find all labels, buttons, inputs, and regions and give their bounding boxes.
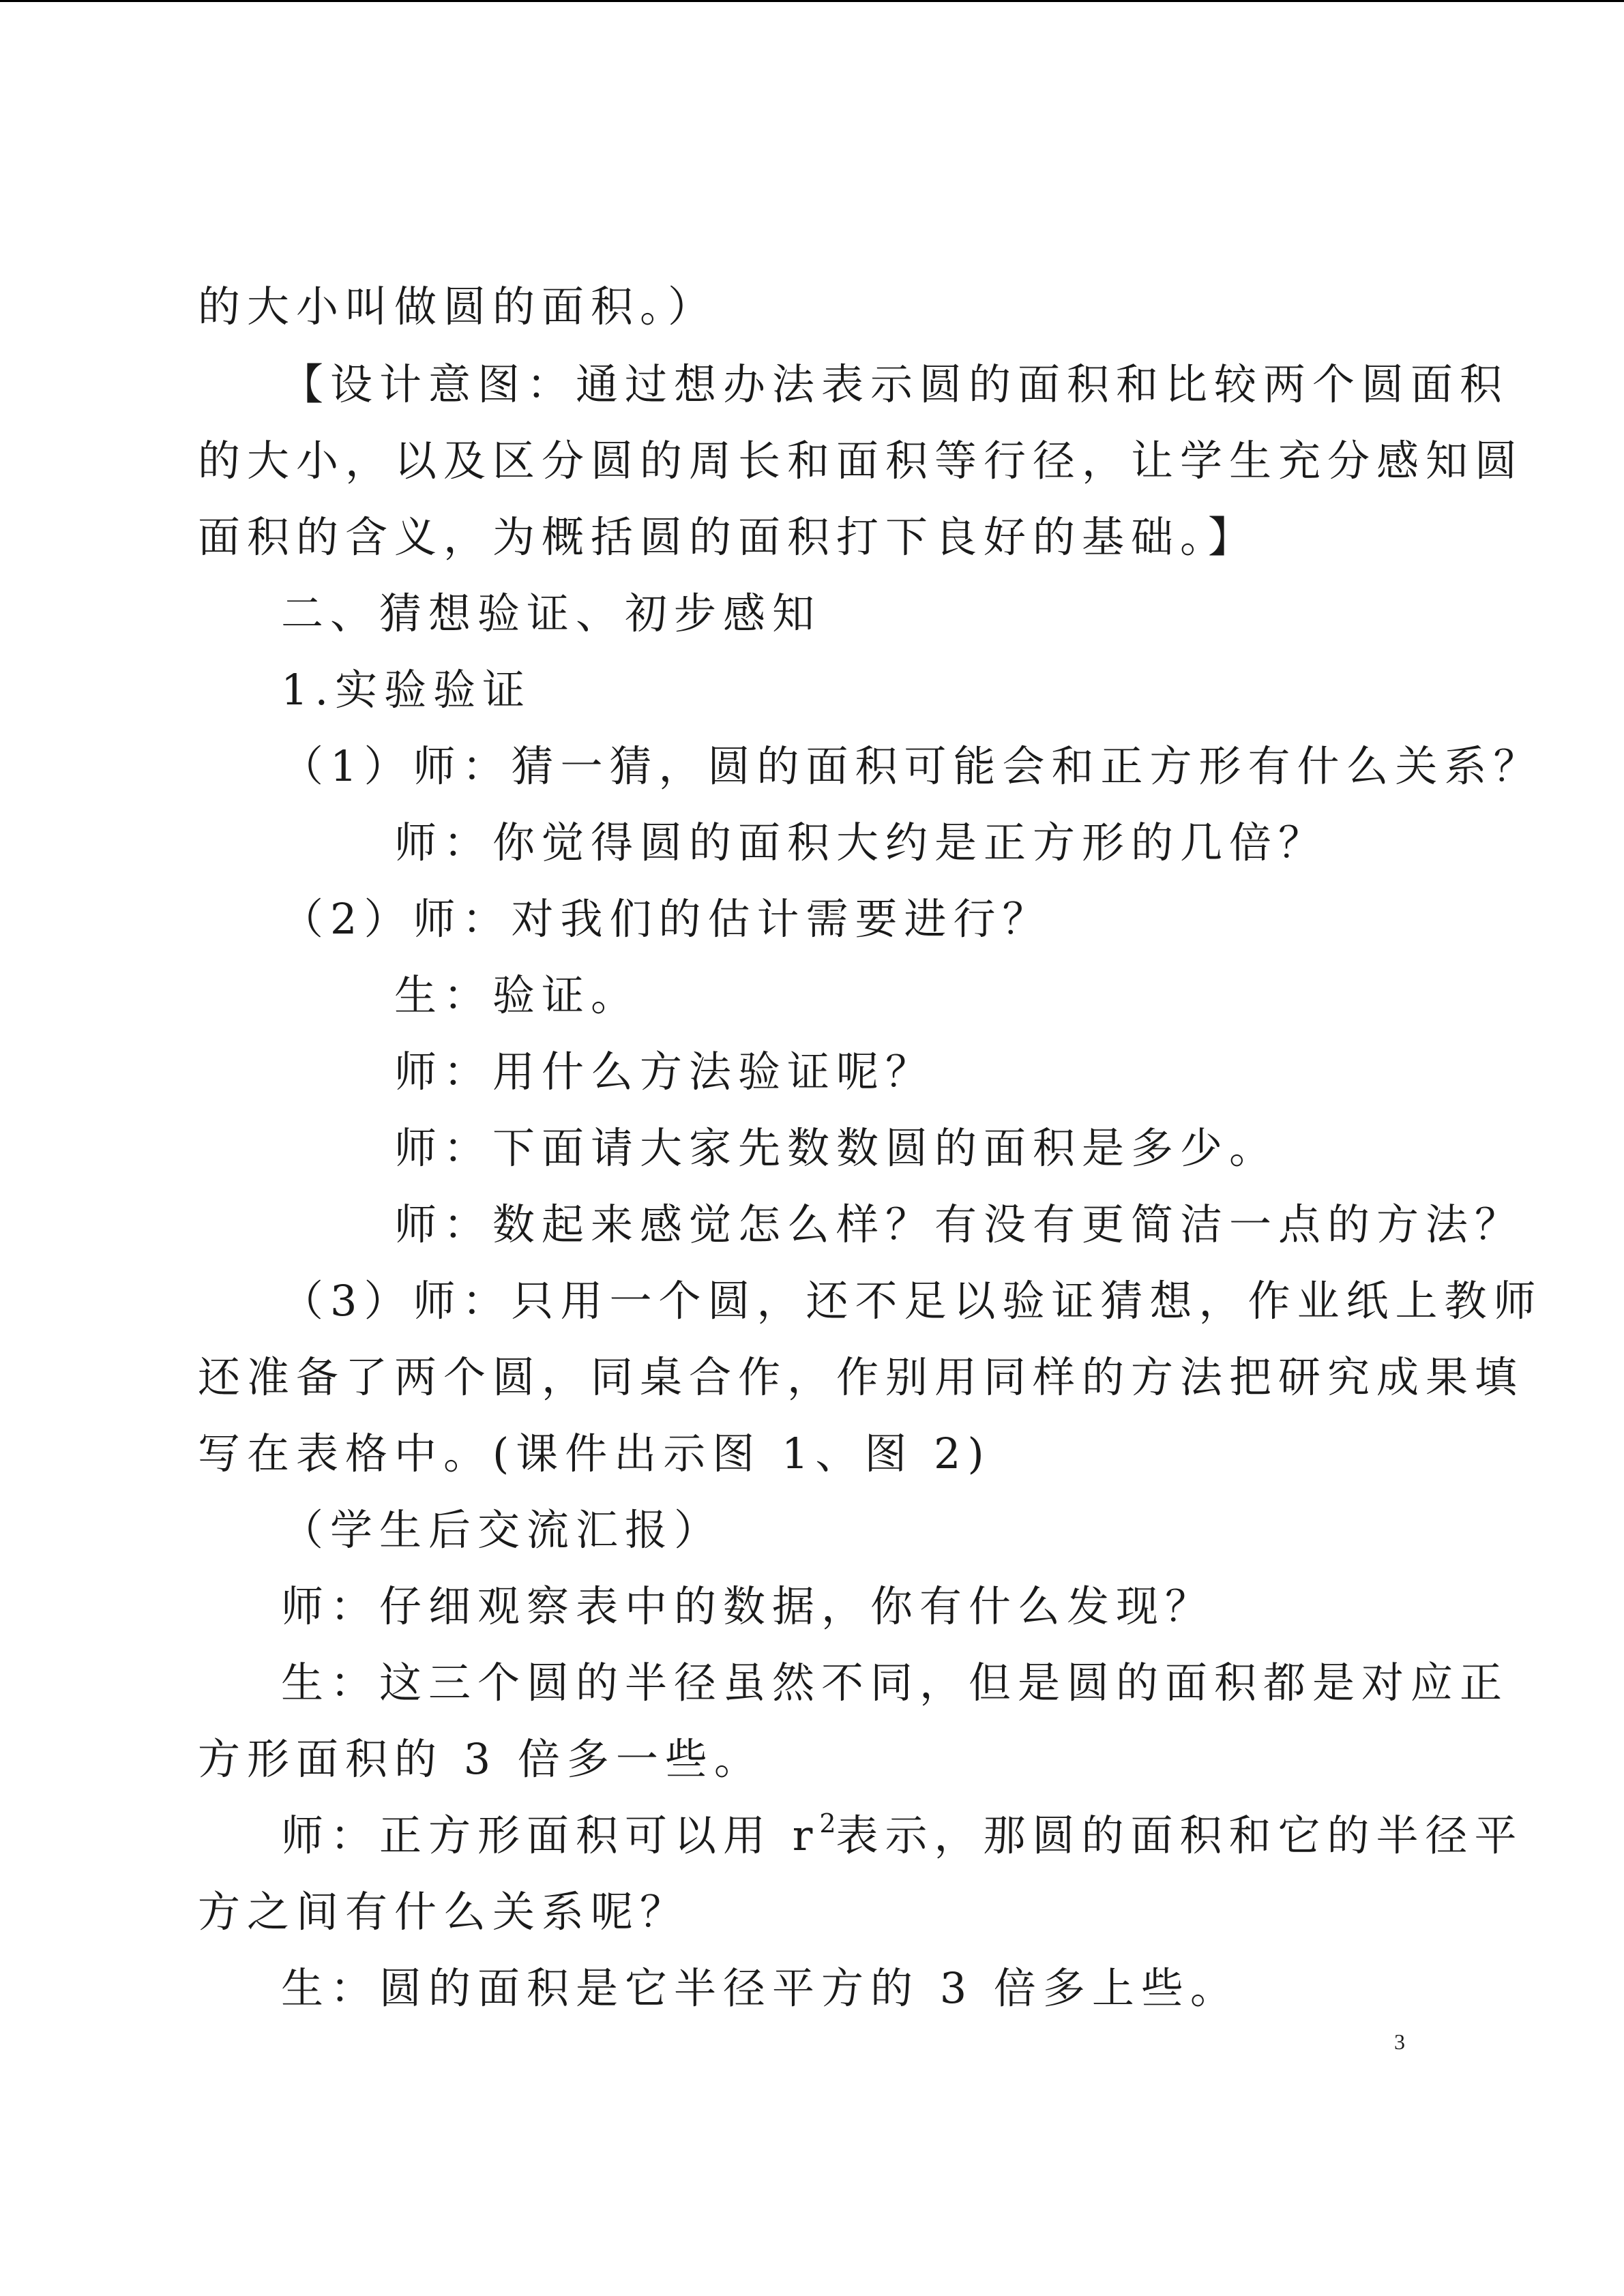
page-number: 3	[1394, 2029, 1405, 2054]
section-heading: 二、猜想验证、初步感知	[281, 588, 822, 638]
design-intent-line-3: 面积的含义，为概括圆的面积打下良好的基础。】	[198, 512, 1258, 562]
dialogue-line-4: 生：验证。	[394, 970, 640, 1020]
dialogue-line-7: 师：数起来感觉怎么样？有没有更简洁一点的方法？	[394, 1199, 1524, 1249]
dialogue-line-13: 生：这三个圆的半径虽然不同，但是圆的面积都是对应正	[281, 1658, 1509, 1708]
subsection-heading: 1.实验验证	[281, 665, 532, 715]
r-squared-text-before: 师：正方形面积可以用 r	[281, 1810, 820, 1860]
design-intent-line-2: 的大小，以及区分圆的周长和面积等行径，让学生充分感知圆	[198, 436, 1524, 486]
dialogue-line-17: 生：圆的面积是它半径平方的 3 倍多上些。	[281, 1963, 1239, 2013]
dialogue-line-10: 写在表格中。(课件出示图 1、图 2)	[198, 1429, 991, 1478]
dialogue-line-11: （学生后交流汇报）	[281, 1505, 724, 1555]
r-squared-text-after: 表示，那圆的面积和它的半径平	[836, 1810, 1524, 1860]
dialogue-line-15	[281, 1808, 1524, 1863]
dialogue-line-5: 师：用什么方法验证呢？	[394, 1047, 935, 1097]
dialogue-line-1: （1）师：猜一猜，圆的面积可能会和正方形有什么关系？	[281, 741, 1543, 791]
dialogue-line-16: 方之间有什么关系呢？	[198, 1887, 690, 1937]
superscript-two: 2	[819, 1808, 836, 1838]
dialogue-line-8: （3）师：只用一个圆，还不足以验证猜想，作业纸上教师	[281, 1276, 1543, 1326]
design-intent-line-1: 【设计意图：通过想办法表示圆的面积和比较两个圆面积	[281, 359, 1509, 409]
dialogue-line-6: 师：下面请大家先数数圆的面积是多少。	[394, 1123, 1279, 1173]
dialogue-line-9: 还准备了两个圆，同桌合作，作别用同样的方法把研究成果填	[198, 1352, 1524, 1402]
dialogue-line-3: （2）师：对我们的估计需要进行？	[281, 894, 1052, 944]
dialogue-line-14: 方形面积的 3 倍多一些。	[198, 1734, 763, 1784]
dialogue-line-2: 师：你觉得圆的面积大约是正方形的几倍？	[394, 818, 1328, 867]
text-line-1: 的大小叫做圆的面积。）	[198, 282, 718, 331]
dialogue-line-12: 师：仔细观察表中的数据，你有什么发现？	[281, 1581, 1215, 1631]
